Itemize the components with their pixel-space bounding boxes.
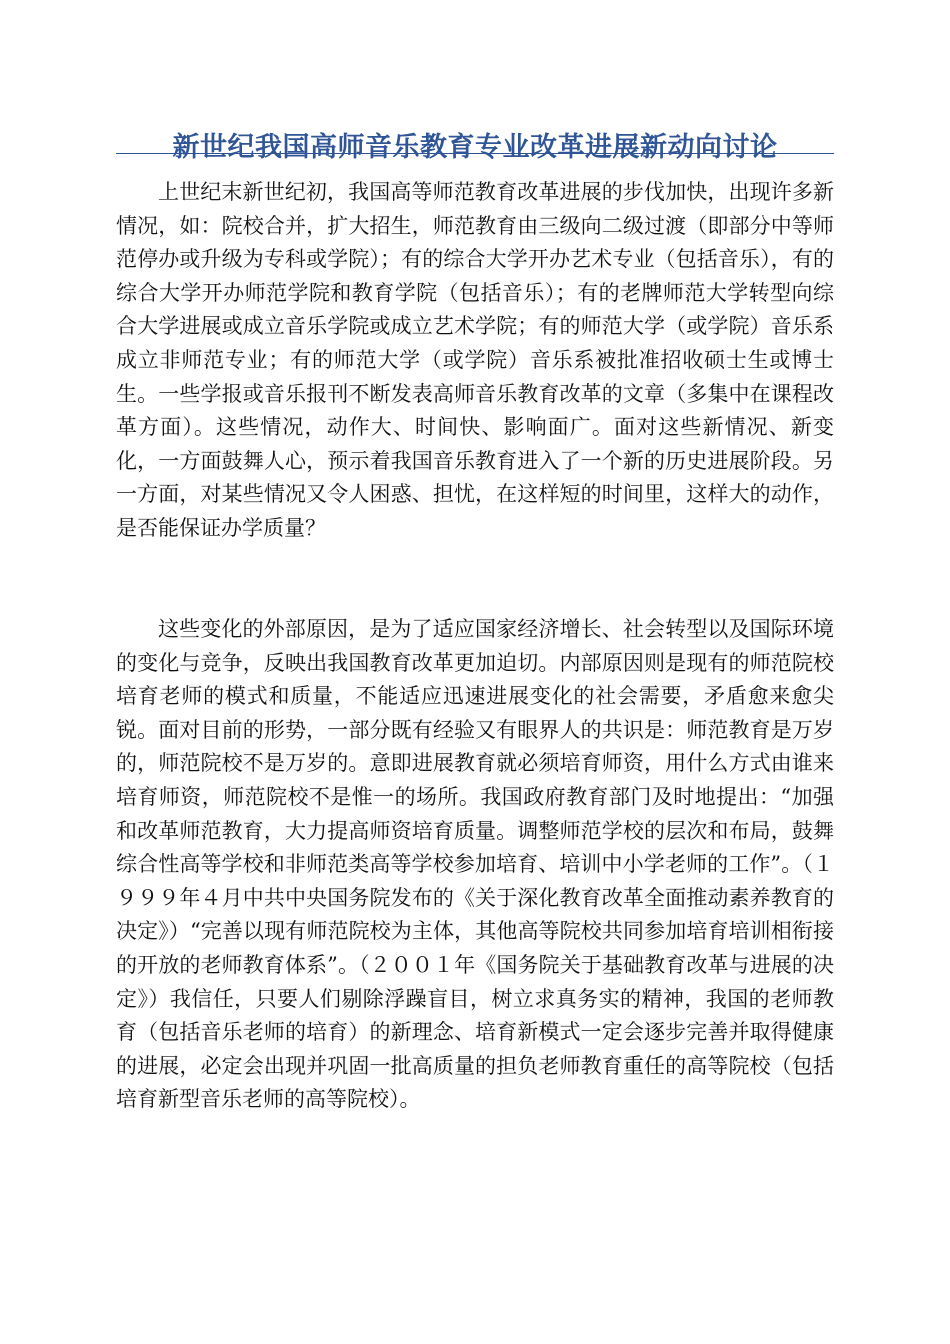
body-paragraph-1: 上世纪末新世纪初，我国高等师范教育改革进展的步伐加快，出现许多新情况，如：院校合并，扩大招生，师范教育由三级向二级过渡（即部分中等师范停办或升级为专科或学院）；有的综合大学开办艺术专业（包括音乐），有的综合大学开办师范学院和教育学院（包括音乐）；有的老牌师范大学转型向综合大学进展或成立音乐学院或成立艺术学院；有的师范大学（或学院）音乐系成立非师范专业；有的师范大学（或学院）音乐系被批准招收硕士生或博士生。一些学报或音乐报刊不断发表高师音乐教育改革的文章（多集中在课程改革方面）。这些情况，动作大、时间快、影响面广。面对这些新情况、新变化，一方面鼓舞人心，预示着我国音乐教育进入了一个新的历史进展阶段。另一方面，对某些情况又令人困惑、担忧，在这样短的时间里，这样大的动作，是否能保证办学质量？	[116, 180, 834, 540]
document-title: 新世纪我国高师音乐教育专业改革进展新动向讨论	[172, 132, 778, 164]
body-paragraph-2: 这些变化的外部原因，是为了适应国家经济增长、社会转型以及国际环境的变化与竞争，反映出我国教育改革更加迫切。内部原因则是现有的师范院校培育老师的模式和质量，不能适应迅速进展变化的社会需要，矛盾愈来愈尖锐。面对目前的形势，一部分既有经验又有眼界人的共识是：师范教育是万岁的，师范院校不是万岁的。意即进展教育就必须培育师资，用什么方式由谁来培育师资，师范院校不是惟一的场所。我国政府教育部门及时地提出：“加强和改革师范教育，大力提高师资培育质量。调整师范学校的层次和布局，鼓舞综合性高等学校和非师范类高等学校参加培育、培训中小学老师的工作”。（１９９９年４月中共中央国务院发布的《关于深化教育改革全面推动素养教育的决定》）“完善以现有师范院校为主体，其他高等院校共同参加培育培训相衔接的开放的老师教育体系”。（２００１年《国务院关于基础教育改革与进展的决定》）我信任，只要人们剔除浮躁盲目，树立求真务实的精神，我国的老师教育（包括音乐老师的培育）的新理念、培育新模式一定会逐步完善并取得健康的进展，必定会出现并巩固一批高质量的担负老师教育重任的高等院校（包括培育新型音乐老师的高等院校）。	[116, 617, 834, 1112]
title-underline	[116, 153, 834, 154]
